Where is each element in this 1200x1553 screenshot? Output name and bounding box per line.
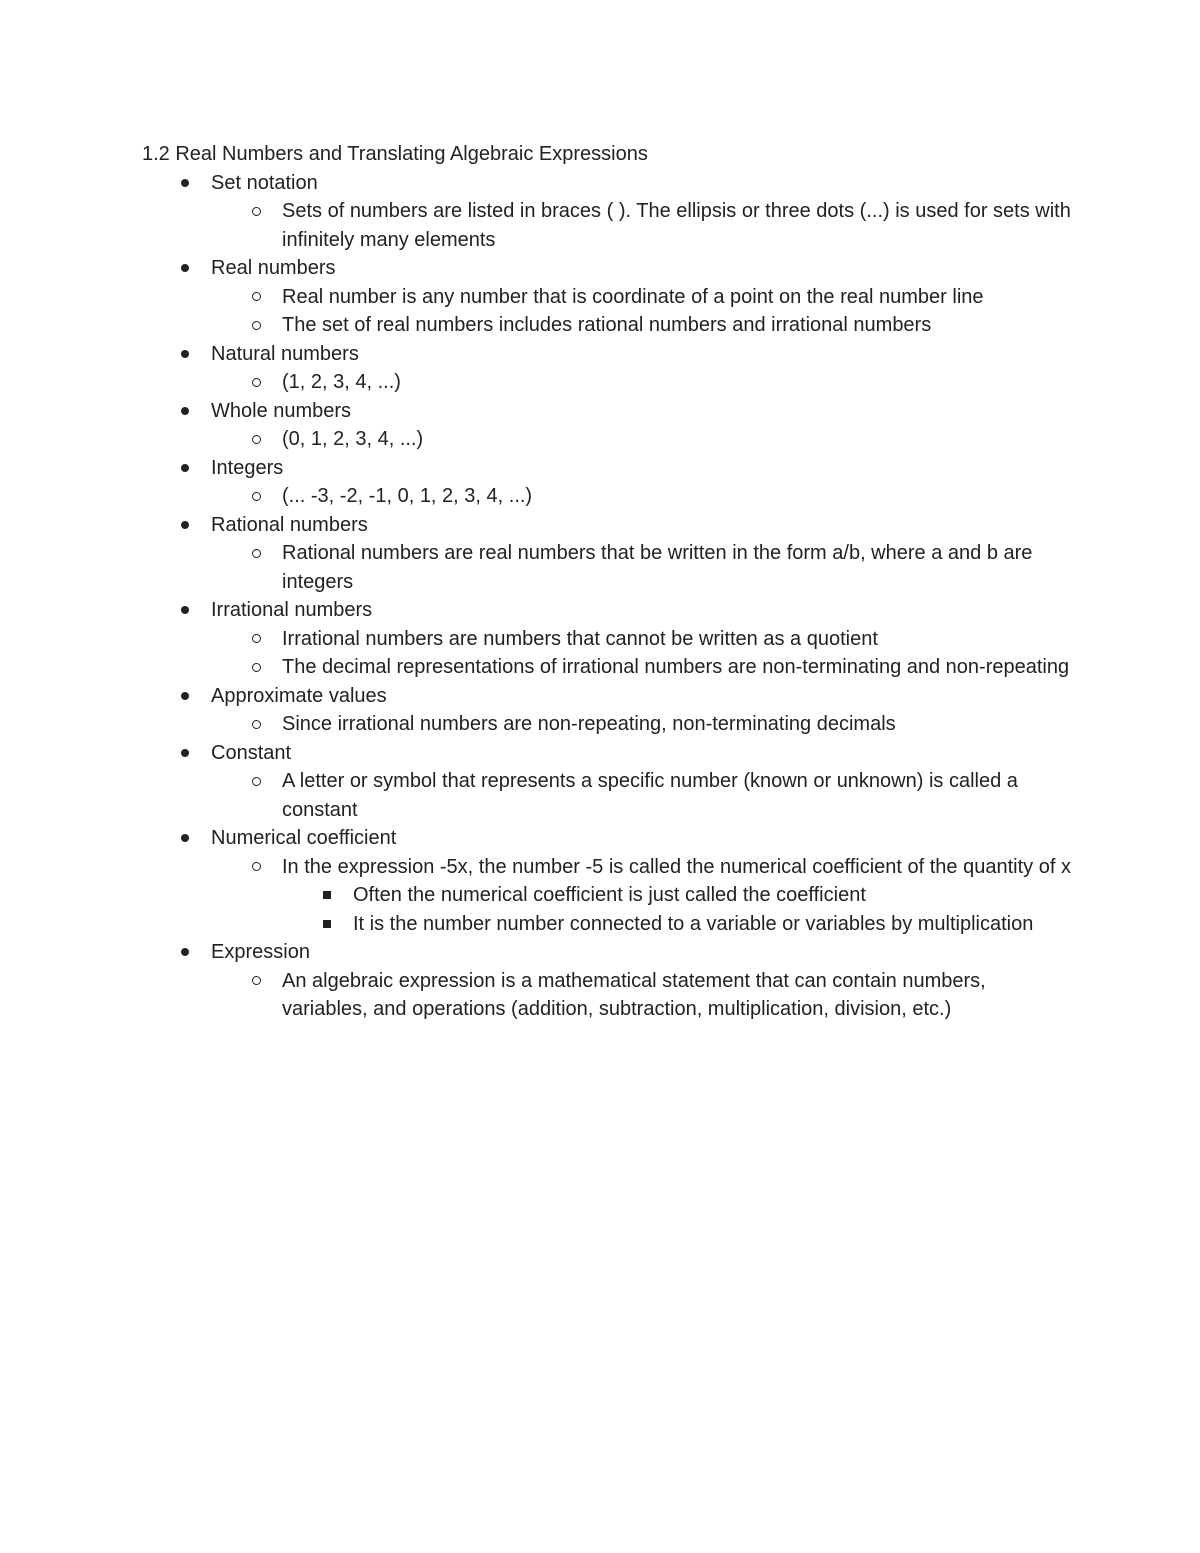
list-item-text: Real numbers [211, 257, 336, 279]
circle-bullet-icon [249, 425, 263, 454]
list-item-text: (... -3, -2, -1, 0, 1, 2, 3, 4, ...) [282, 485, 533, 507]
bullet-icon [178, 824, 192, 853]
sub-list-item [142, 197, 1072, 254]
list-item-text: Rational numbers [211, 513, 368, 536]
sub-list-item [142, 368, 1072, 397]
bullet-icon [178, 397, 192, 426]
list-item-text: In the expression -5x, the number -5 is called the numerical coefficient of the quantity of x [282, 855, 1071, 878]
circle-bullet-icon [249, 710, 263, 739]
list-item [142, 254, 1072, 283]
circle-bullet-icon [249, 283, 263, 312]
sub-list-item [142, 625, 1072, 654]
bullet-icon [178, 169, 192, 198]
list-item-text: An algebraic expression is a mathematical statement that can contain numbers, variables, and operations (addition, subtraction, multiplication, division, etc.) [282, 969, 986, 1020]
list-item [142, 169, 1072, 198]
list-item-text: Since irrational numbers are non-repeating, non-terminating decimals [282, 713, 896, 735]
list-item [142, 397, 1072, 426]
bullet-icon [178, 340, 192, 369]
list-item-text: It is the number number connected to a variable or variables by multiplication [353, 912, 1034, 935]
list-item-text: (1, 2, 3, 4, ...) [282, 371, 401, 393]
circle-bullet-icon [249, 539, 263, 568]
sub-list-item [142, 767, 1072, 824]
list-item [142, 682, 1072, 711]
bullet-icon [178, 596, 192, 625]
circle-bullet-icon [249, 967, 263, 996]
list-item-text: Often the numerical coefficient is just called the coefficient [353, 884, 866, 906]
circle-bullet-icon [249, 482, 263, 511]
sub-list-item [142, 539, 1072, 596]
list-item-text: Integers [211, 456, 284, 479]
sub-list-item [142, 283, 1072, 312]
list-item-text: A letter or symbol that represents a specific number (known or unknown) is called a constant [282, 770, 1018, 821]
list-item-text: Natural numbers [211, 342, 359, 365]
document-page [142, 140, 1072, 1024]
circle-bullet-icon [249, 625, 263, 654]
circle-bullet-icon [249, 853, 263, 882]
bullet-icon [178, 511, 192, 540]
circle-bullet-icon [249, 311, 263, 340]
square-bullet-icon [320, 881, 334, 910]
page-title: 1.2 Real Numbers and Translating Algebraic Expressions [142, 143, 648, 165]
bullet-icon [178, 454, 192, 483]
list-item [142, 454, 1072, 483]
sub-sub-list-item [142, 910, 1072, 939]
list-item-text: Expression [211, 941, 310, 963]
bullet-icon [178, 739, 192, 768]
sub-list-item [142, 311, 1072, 340]
list-item-text: (0, 1, 2, 3, 4, ...) [282, 428, 424, 450]
sub-list-item [142, 482, 1072, 511]
circle-bullet-icon [249, 368, 263, 397]
list-item [142, 511, 1072, 540]
list-item [142, 340, 1072, 369]
sub-list-item [142, 425, 1072, 454]
list-item-text: Irrational numbers are numbers that cannot be written as a quotient [282, 627, 878, 650]
square-bullet-icon [320, 910, 334, 939]
sub-sub-list-item [142, 881, 1072, 910]
sub-list-item [142, 710, 1072, 739]
list-item-text: Set notation [211, 171, 318, 194]
circle-bullet-icon [249, 197, 263, 226]
circle-bullet-icon [249, 767, 263, 796]
bullet-icon [178, 938, 192, 967]
list-item-text: The decimal representations of irrational numbers are non-terminating and non-repeating [282, 656, 1070, 678]
sub-list-item [142, 853, 1072, 882]
list-item-text: Approximate values [211, 684, 387, 707]
list-item [142, 596, 1072, 625]
circle-bullet-icon [249, 653, 263, 682]
list-item [142, 824, 1072, 853]
list-item-text: Irrational numbers [211, 599, 373, 621]
sub-list-item [142, 967, 1072, 1024]
list-item [142, 938, 1072, 967]
list-item [142, 739, 1072, 768]
list-item-text: Sets of numbers are listed in braces ( ). The ellipsis or three dots (...) is used for sets with infinitely many elements [282, 200, 1071, 251]
list-item-text: Rational numbers are real numbers that be written in the form a/b, where a and b are integers [282, 542, 1033, 593]
list-item-text: The set of real numbers includes rational numbers and irrational numbers [282, 314, 932, 336]
bullet-icon [178, 254, 192, 283]
list-item-text: Numerical coefficient [211, 827, 397, 849]
list-item-text: Constant [211, 741, 292, 764]
list-item-text: Real number is any number that is coordinate of a point on the real number line [282, 285, 984, 308]
list-item-text: Whole numbers [211, 399, 352, 422]
bullet-icon [178, 682, 192, 711]
sub-list-item [142, 653, 1072, 682]
